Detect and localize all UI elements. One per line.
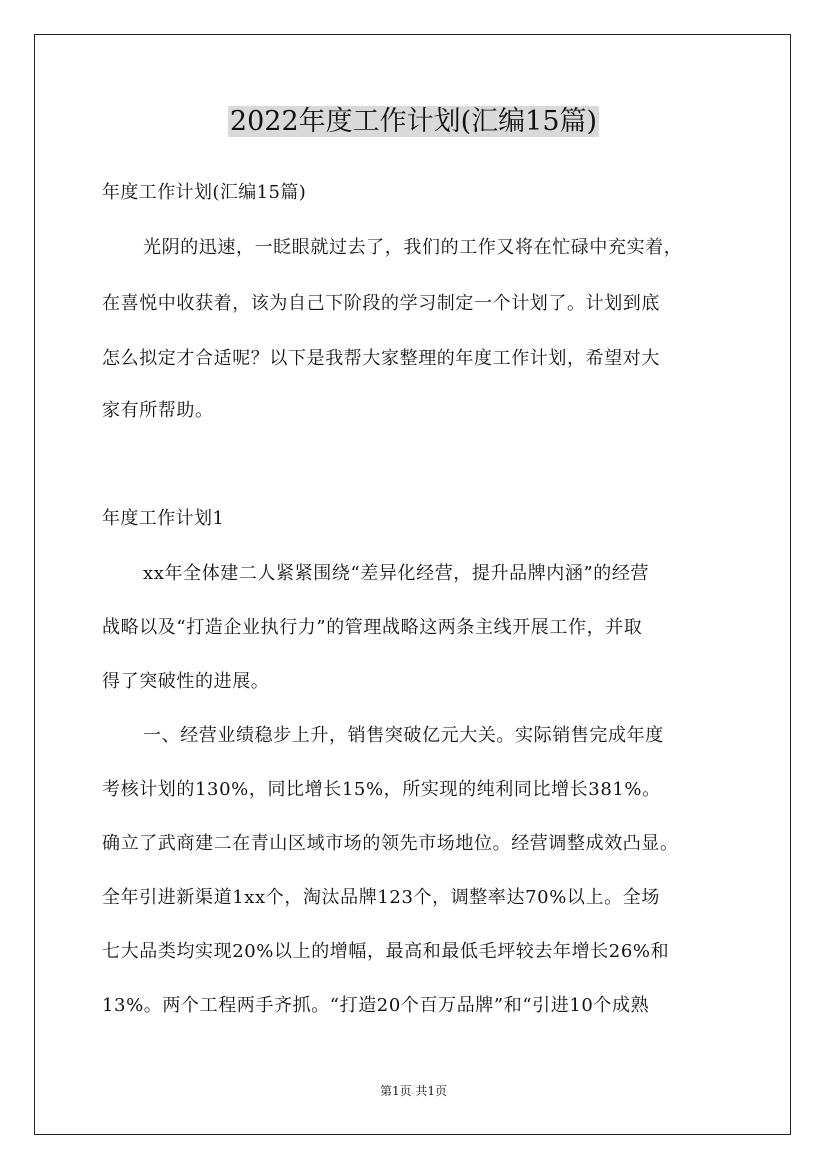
intro-line: 家有所帮助。 (102, 400, 214, 421)
paragraph-line: 七大品类均实现20%以上的增幅，最高和最低毛坪较去年增长26%和 (102, 941, 670, 962)
paragraph-line: 考核计划的130%，同比增长15%，所实现的纯利同比增长381%。 (102, 779, 661, 800)
paragraph-line: 全年引进新渠道1xx个，淘汰品牌123个，调整率达70%以上。全场 (102, 887, 660, 908)
document-title (0, 102, 827, 142)
intro-line: 怎么拟定才合适呢？以下是我帮大家整理的年度工作计划，希望对大 (102, 348, 660, 369)
intro-line: 在喜悦中收获着，该为自己下阶段的学习制定一个计划了。计划到底 (102, 293, 660, 314)
paragraph-line: 一、经营业绩稳步上升，销售突破亿元大关。实际销售完成年度 (143, 725, 664, 746)
intro-line: 光阴的迅速，一眨眼就过去了，我们的工作又将在忙碌中充实着， (143, 237, 683, 258)
paragraph-line: xx年全体建二人紧紧围绕“差异化经营，提升品牌内涵”的经营 (143, 563, 650, 584)
document-subtitle: 年度工作计划(汇编15篇) (102, 182, 307, 203)
paragraph-line: 得了突破性的进展。 (102, 671, 270, 692)
section-heading: 年度工作计划1 (102, 508, 225, 529)
document-title-text: 2022年度工作计划(汇编15篇) (229, 106, 598, 137)
page-footer: 第1页 共1页 (379, 1084, 448, 1098)
paragraph-line: 确立了武商建二在青山区域市场的领先市场地位。经营调整成效凸显。 (102, 833, 679, 854)
paragraph-line: 战略以及“打造企业执行力”的管理战略这两条主线开展工作，并取 (102, 617, 643, 638)
paragraph-line: 13%。两个工程两手齐抓。“打造20个百万品牌”和“引进10个成熟 (102, 995, 650, 1016)
